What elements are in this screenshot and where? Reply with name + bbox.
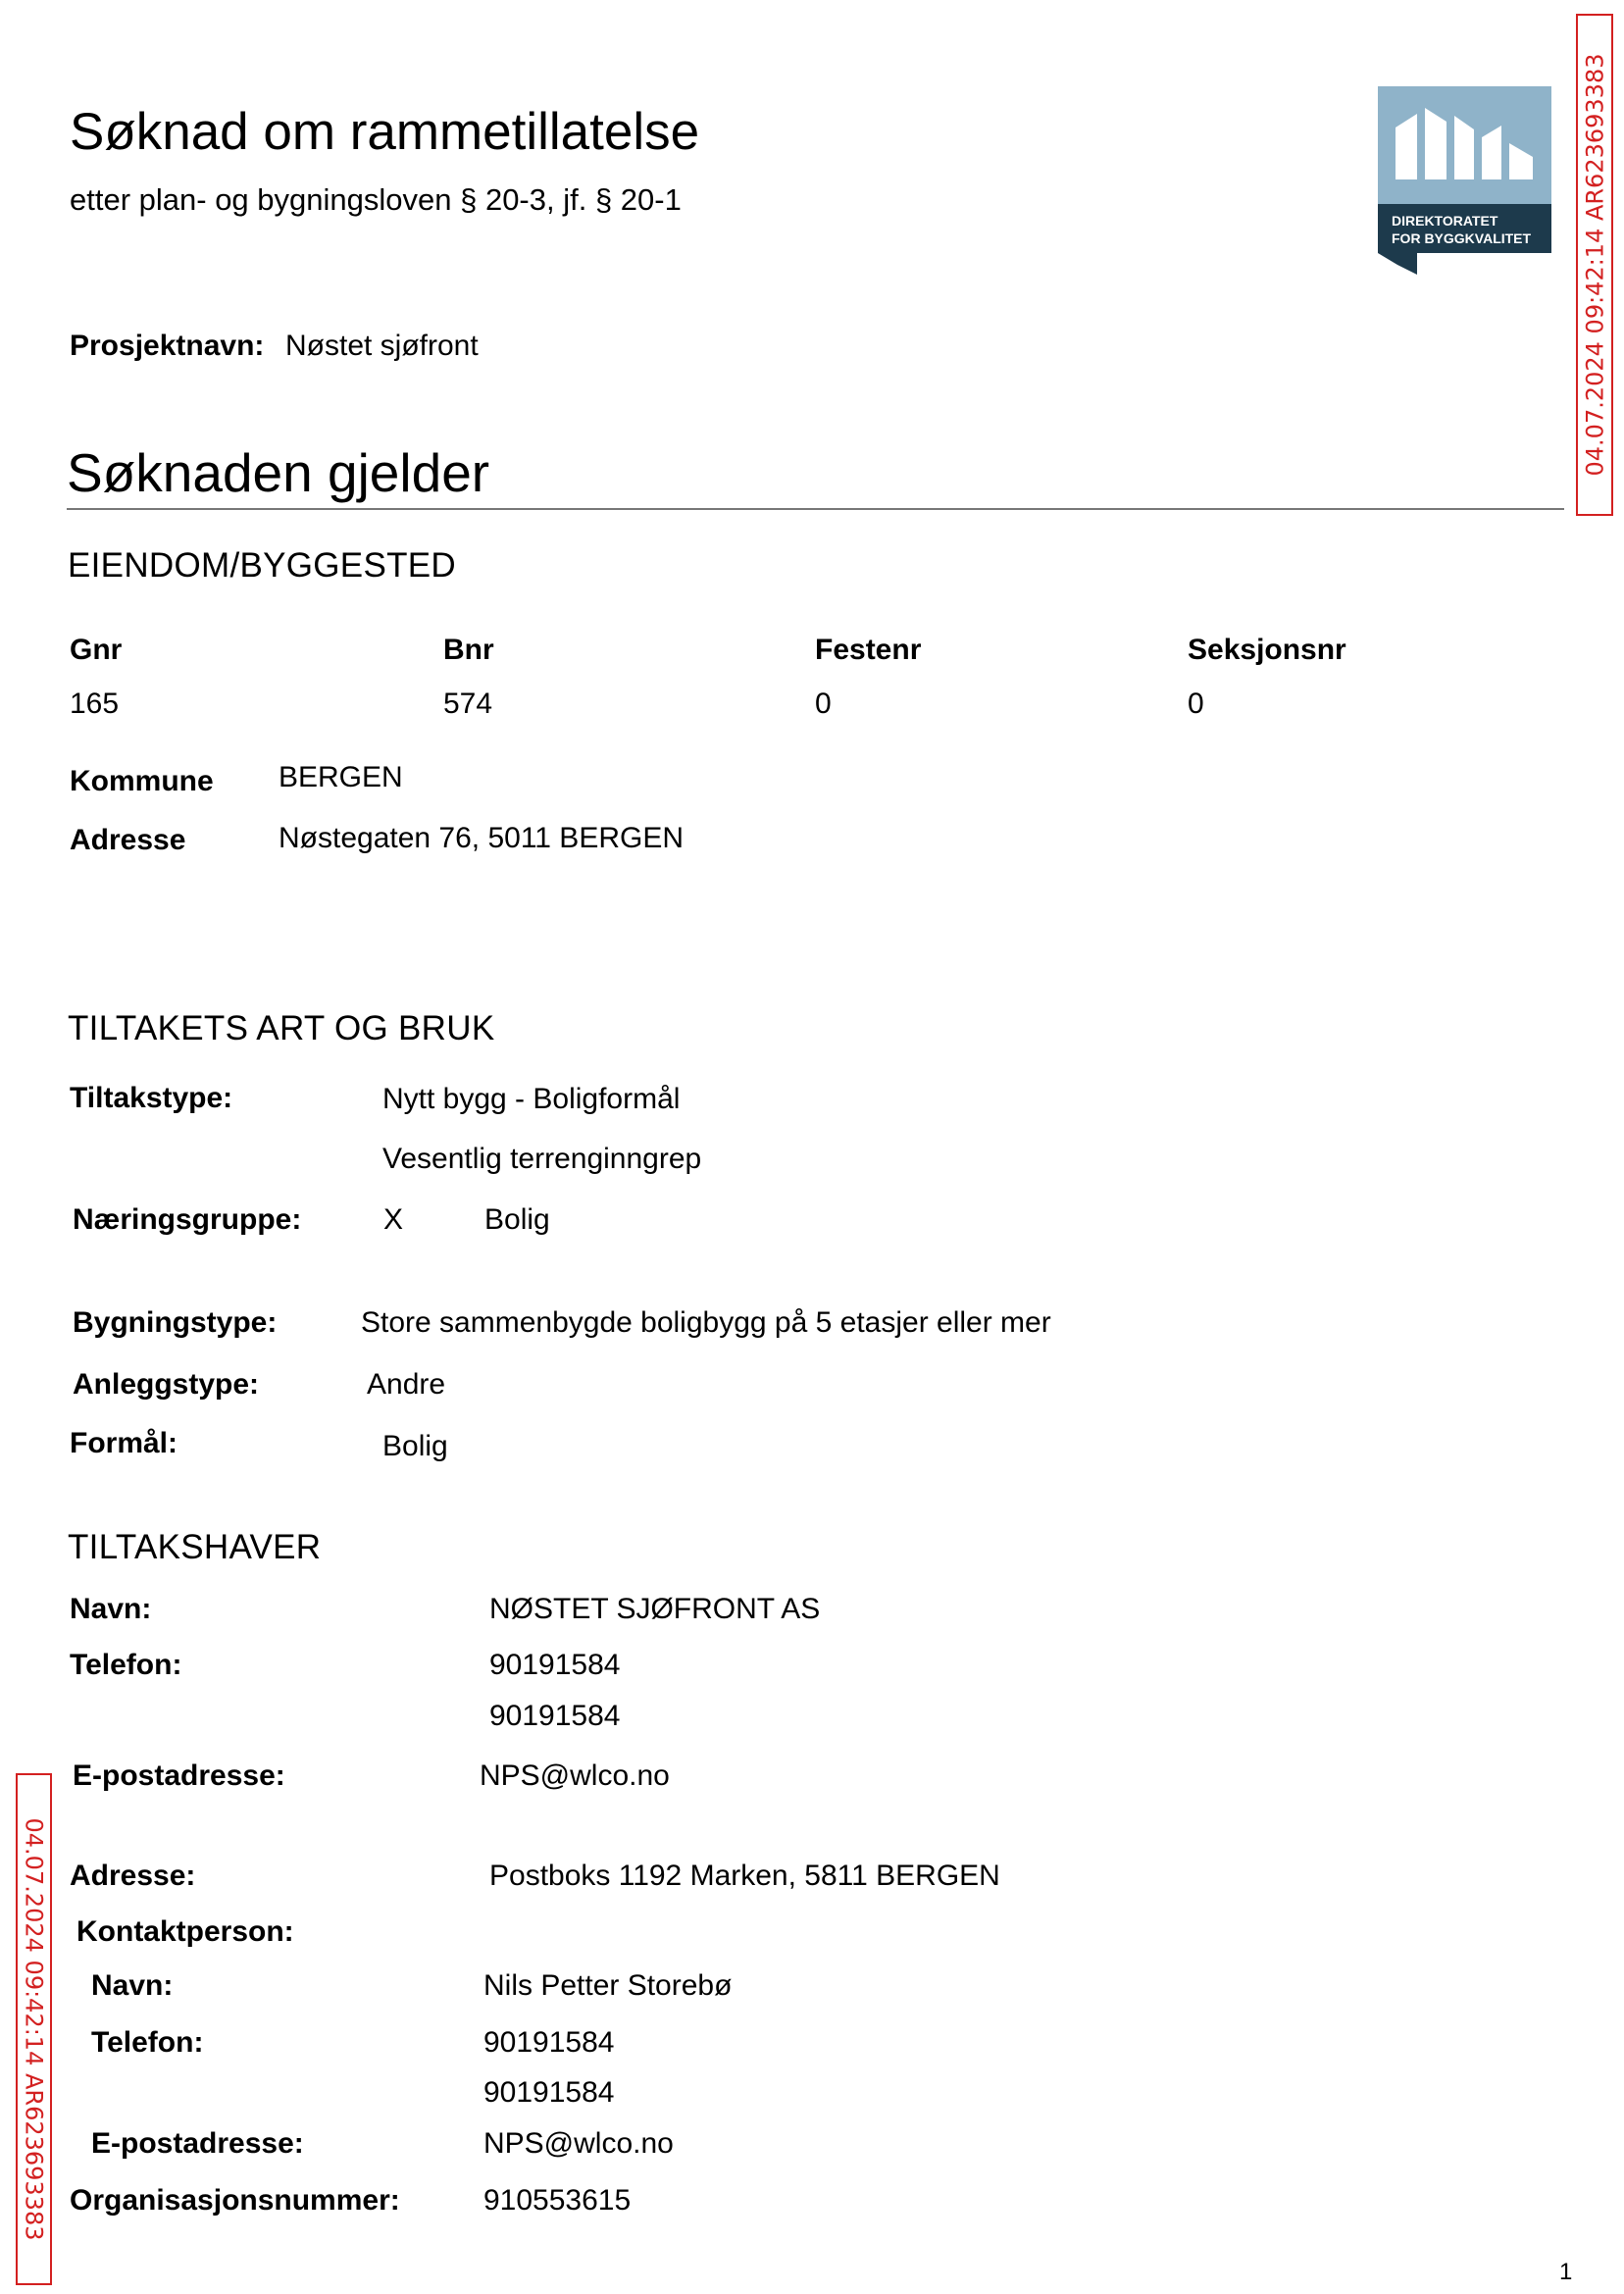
kontakt-telefon-label: Telefon: <box>91 2026 204 2059</box>
document-subtitle: etter plan- og bygningsloven § 20-3, jf. § 20-1 <box>70 182 682 217</box>
kontakt-telefon-2: 90191584 <box>483 2076 615 2109</box>
organisasjonsnummer-value: 910553615 <box>483 2184 632 2217</box>
page-number: 1 <box>1559 2259 1573 2285</box>
kontaktperson-label: Kontaktperson: <box>76 1915 294 1948</box>
document-title: Søknad om rammetillatelse <box>70 103 700 161</box>
kontakt-navn-label: Navn: <box>91 1969 174 2002</box>
gnr-label: Gnr <box>70 634 123 666</box>
bygningstype-value: Store sammenbygde boligbygg på 5 etasjer eller mer <box>361 1306 1051 1339</box>
festenr-label: Festenr <box>815 634 922 666</box>
tiltakshaver-navn-value: NØSTET SJØFRONT AS <box>489 1593 821 1625</box>
naeringsgruppe-code: X <box>383 1203 404 1236</box>
bnr-value: 574 <box>443 688 493 720</box>
timestamp-stamp-right: 04.07.2024 09:42:14 AR623693383 <box>1576 14 1613 516</box>
anleggstype-label: Anleggstype: <box>73 1368 260 1401</box>
kontakt-epost-value: NPS@wlco.no <box>483 2127 674 2160</box>
tiltakshaver-epost-value: NPS@wlco.no <box>480 1759 670 1792</box>
tiltakstype-value-1: Nytt bygg - Boligformål <box>382 1083 681 1115</box>
project-name-label: Prosjektnavn: <box>70 330 265 362</box>
kontakt-telefon-1: 90191584 <box>483 2026 615 2059</box>
timestamp-stamp-left: 04.07.2024 09:42:14 AR623693383 <box>16 1773 52 2285</box>
tiltak-heading: TILTAKETS ART OG BRUK <box>68 1009 495 1047</box>
festenr-value: 0 <box>815 688 832 720</box>
naeringsgruppe-value: Bolig <box>484 1203 550 1236</box>
naeringsgruppe-label: Næringsgruppe: <box>73 1203 302 1236</box>
kontakt-epost-label: E-postadresse: <box>91 2127 304 2160</box>
tiltakshaver-telefon-label: Telefon: <box>70 1649 182 1681</box>
logo-text-line-2: FOR BYGGKVALITET <box>1392 230 1532 246</box>
formal-label: Formål: <box>70 1427 178 1459</box>
logo-text-line-1: DIREKTORATET <box>1392 213 1498 229</box>
formal-value: Bolig <box>382 1430 448 1462</box>
bnr-label: Bnr <box>443 634 494 666</box>
section-heading: Søknaden gjelder <box>67 442 490 503</box>
anleggstype-value: Andre <box>367 1368 446 1401</box>
adresse-label: Adresse <box>70 824 186 856</box>
kommune-label: Kommune <box>70 765 214 797</box>
tiltakstype-label: Tiltakstype: <box>70 1082 233 1114</box>
tiltakshaver-epost-label: E-postadresse: <box>73 1759 285 1792</box>
organisasjonsnummer-label: Organisasjonsnummer: <box>70 2184 400 2217</box>
tiltakshaver-telefon-1: 90191584 <box>489 1649 621 1681</box>
tiltakstype-value-2: Vesentlig terrenginngrep <box>382 1143 702 1175</box>
kommune-value: BERGEN <box>279 761 403 793</box>
tiltakshaver-telefon-2: 90191584 <box>489 1700 621 1732</box>
tiltakshaver-adresse-value: Postboks 1192 Marken, 5811 BERGEN <box>489 1860 1000 1892</box>
bygningstype-label: Bygningstype: <box>73 1306 278 1339</box>
section-divider <box>67 508 1564 510</box>
gnr-value: 165 <box>70 688 120 720</box>
adresse-value: Nøstegaten 76, 5011 BERGEN <box>279 822 684 854</box>
tiltakshaver-adresse-label: Adresse: <box>70 1860 196 1892</box>
tiltakshaver-navn-label: Navn: <box>70 1593 152 1625</box>
dibk-logo <box>1378 86 1551 275</box>
seksjonsnr-label: Seksjonsnr <box>1188 634 1346 666</box>
tiltakshaver-heading: TILTAKSHAVER <box>68 1528 322 1566</box>
eiendom-heading: EIENDOM/BYGGESTED <box>68 546 456 585</box>
project-name-value: Nøstet sjøfront <box>285 330 479 362</box>
seksjonsnr-value: 0 <box>1188 688 1204 720</box>
kontakt-navn-value: Nils Petter Storebø <box>483 1969 733 2002</box>
